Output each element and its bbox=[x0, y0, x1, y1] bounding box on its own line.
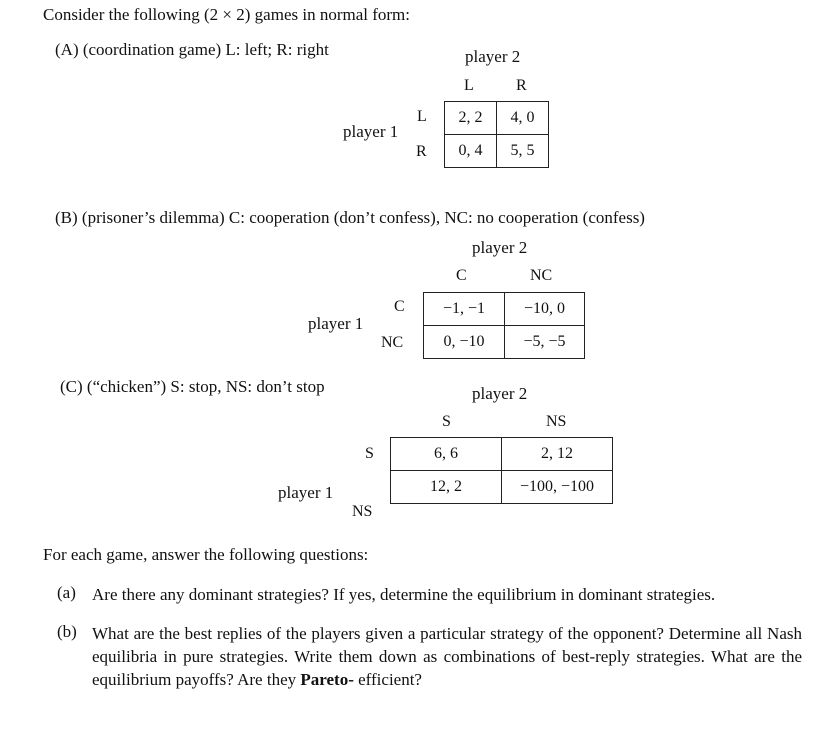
game-b-col-label-1: C bbox=[456, 267, 467, 284]
game-a-col-label-1: L bbox=[464, 77, 474, 94]
game-a-col-label-2: R bbox=[516, 77, 527, 94]
game-c-row-label-1: S bbox=[365, 445, 374, 462]
game-c-row-label-2: NS bbox=[352, 503, 373, 520]
game-b-col-label-2: NC bbox=[530, 267, 553, 284]
game-b-heading: (B) (prisoner’s dilemma) C: cooperation (don’t confess), NC: no cooperation (confess) bbox=[55, 208, 645, 227]
questions-lead: For each game, answer the following questions: bbox=[43, 545, 369, 564]
game-b-row-label-1: C bbox=[394, 298, 405, 315]
game-a-cell-2-1: 0, 4 bbox=[445, 135, 497, 168]
game-a-heading: (A) (coordination game) L: left; R: right bbox=[55, 40, 329, 59]
game-b-cell-2-2: −5, −5 bbox=[505, 326, 585, 359]
game-a-payoff-table bbox=[444, 101, 549, 168]
game-a-col-player: player 2 bbox=[465, 47, 521, 66]
game-a-cell-1-2: 4, 0 bbox=[497, 102, 549, 135]
game-b-col-player: player 2 bbox=[472, 238, 528, 257]
question-b-text bbox=[92, 622, 802, 691]
game-a-row-player: player 1 bbox=[343, 122, 399, 141]
game-c-cell-1-1: 6, 6 bbox=[391, 438, 502, 471]
question-a-text: Are there any dominant strategies? If yes, determine the equilibrium in dominant strategies. bbox=[92, 585, 716, 604]
game-b-row-player: player 1 bbox=[308, 314, 364, 333]
game-c-cell-2-1: 12, 2 bbox=[391, 471, 502, 504]
game-c-col-label-2: NS bbox=[546, 413, 567, 430]
game-a-cell-1-1: 2, 2 bbox=[445, 102, 497, 135]
question-b-text-end: efficient? bbox=[358, 670, 422, 689]
game-b-cell-1-2: −10, 0 bbox=[505, 293, 585, 326]
question-b-text-main: What are the best replies of the players given a particular strategy of the opponent? Determine all Nash equilibria in pure strategies. Write them down as combinations of best-reply strategies. What are the equilibrium payoffs? Are they bbox=[92, 624, 802, 689]
question-b-text-bold: Pareto- bbox=[300, 670, 354, 689]
question-a-label: (a) bbox=[57, 583, 76, 602]
game-c-cell-1-2: 2, 12 bbox=[502, 438, 613, 471]
game-b-row-label-2: NC bbox=[381, 334, 404, 351]
game-c-col-label-1: S bbox=[442, 413, 451, 430]
game-c-payoff-table bbox=[390, 437, 613, 504]
game-c-cell-2-2: −100, −100 bbox=[502, 471, 613, 504]
game-c-row-player: player 1 bbox=[278, 483, 334, 502]
game-a-row-label-2: R bbox=[416, 143, 427, 160]
game-c-col-player: player 2 bbox=[472, 384, 528, 403]
game-a-cell-2-2: 5, 5 bbox=[497, 135, 549, 168]
game-a-row-label-1: L bbox=[417, 108, 427, 125]
game-b-cell-2-1: 0, −10 bbox=[424, 326, 505, 359]
intro-text: Consider the following (2 × 2) games in normal form: bbox=[43, 5, 410, 24]
game-b-payoff-table bbox=[423, 292, 585, 359]
game-c-heading: (C) (“chicken”) S: stop, NS: don’t stop bbox=[60, 377, 325, 396]
game-b-cell-1-1: −1, −1 bbox=[424, 293, 505, 326]
question-b-label: (b) bbox=[57, 622, 77, 641]
